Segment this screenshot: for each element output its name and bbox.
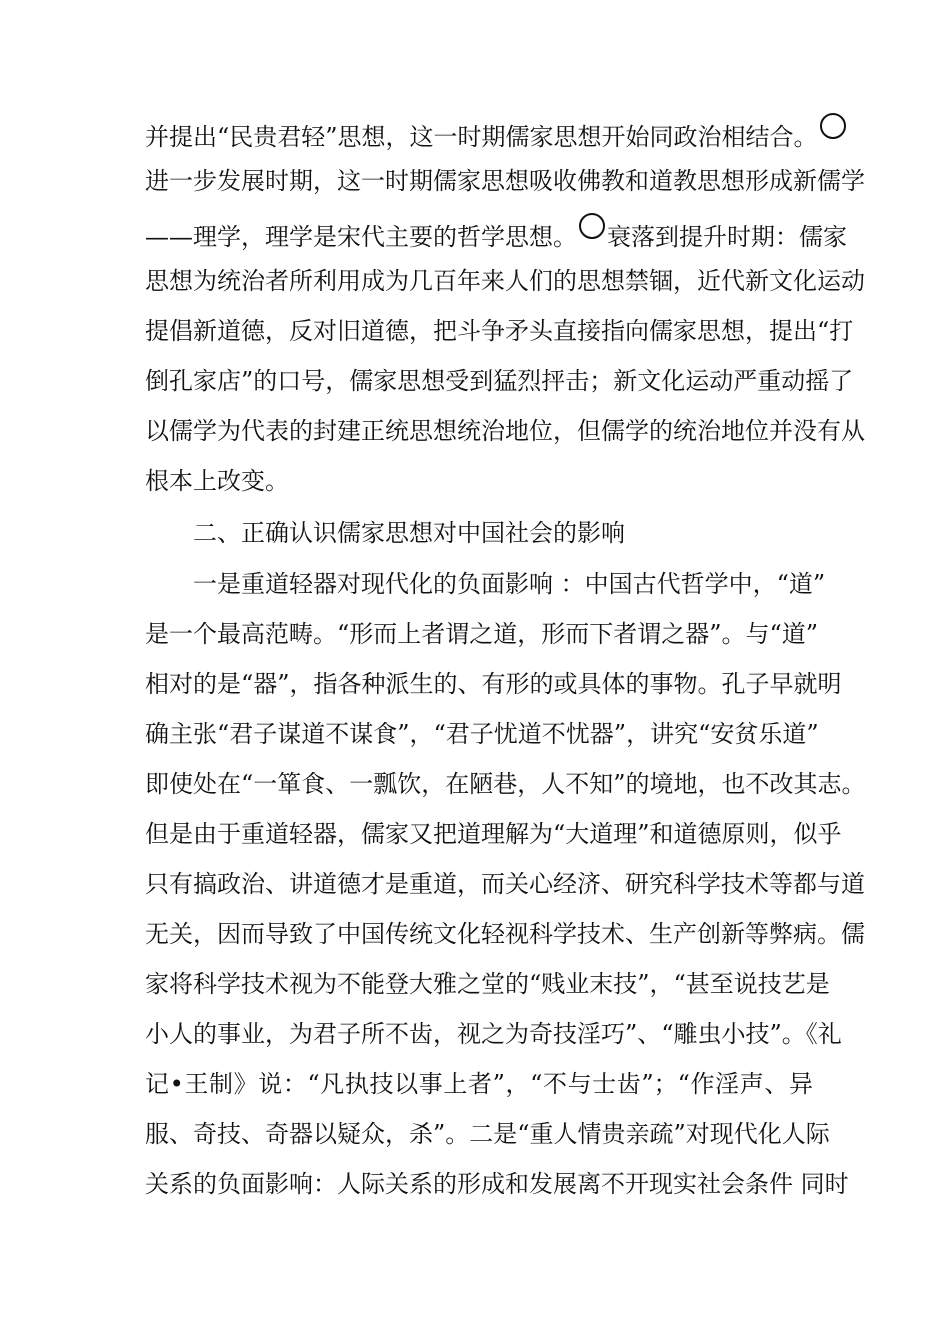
text-line: 提倡新道德，反对旧道德，把斗争矛头直接指向儒家思想，提出“打 <box>145 317 854 345</box>
text-line: 家将科学技术视为不能登大雅之堂的“贱业末技”，“甚至说技艺是 <box>145 970 830 998</box>
text-line: 一是重道轻器对现代化的负面影响 ：中国古代哲学中，“道” <box>193 570 826 598</box>
text-line: 思想为统治者所利用成为几百年来人们的思想禁锢，近代新文化运动 <box>145 267 865 295</box>
text-line: 小人的事业，为君子所不齿，视之为奇技淫巧”、“雕虫小技”。《礼 <box>145 1020 842 1048</box>
text-line: 关系的负面影响：人际关系的形成和发展离不开现实社会条件 同时 <box>145 1170 849 1198</box>
text-line <box>145 113 818 151</box>
text-line: 无关，因而导致了中国传统文化轻视科学技术、生产创新等弊病。儒 <box>145 920 865 948</box>
text-line: 以儒学为代表的封建正统思想统治地位，但儒学的统治地位并没有从 <box>145 417 865 445</box>
text-line: 进一步发展时期，这一时期儒家思想吸收佛教和道教思想形成新儒学 <box>145 167 865 195</box>
text-segment: 衰落到提升时期：儒家 <box>607 223 847 251</box>
text-line: 确主张“君子谋道不谋食”，“君子忧道不忧器”，讲究“安贫乐道” <box>145 720 819 748</box>
text-line: 倒孔家店”的口号，儒家思想受到猛烈抨击；新文化运动严重动摇了 <box>145 367 854 395</box>
section-heading: 二、正确认识儒家思想对中国社会的影响 <box>193 519 625 547</box>
text-line: 根本上改变。 <box>145 467 289 495</box>
text-line: 但是由于重道轻器，儒家又把道理解为“大道理”和道德原则，似乎 <box>145 820 842 848</box>
text-segment: 并提出“民贵君轻”思想，这一时期儒家思想开始同政治相结合。 <box>145 123 818 151</box>
text-line: 服、奇技、奇器以疑众，杀”。二是“重人情贵亲疏”对现代化人际 <box>145 1120 830 1148</box>
text-line <box>145 213 847 251</box>
circle-mark-icon <box>820 113 846 139</box>
text-segment: ——理学，理学是宋代主要的哲学思想。 <box>145 223 577 251</box>
text-line: 只有搞政治、讲道德才是重道，而关心经济、研究科学技术等都与道 <box>145 870 865 898</box>
circle-mark-icon <box>579 213 605 239</box>
text-line: 记•王制》说：“凡执技以事上者”，“不与士齿”；“作淫声、异 <box>145 1070 813 1098</box>
text-line: 是一个最高范畴。“形而上者谓之道，形而下者谓之器”。与“道” <box>145 620 819 648</box>
text-line: 相对的是“器”，指各种派生的、有形的或具体的事物。孔子早就明 <box>145 670 842 698</box>
text-line: 即使处在“一箪食、一瓢饮，在陋巷，人不知”的境地，也不改其志。 <box>145 770 866 798</box>
